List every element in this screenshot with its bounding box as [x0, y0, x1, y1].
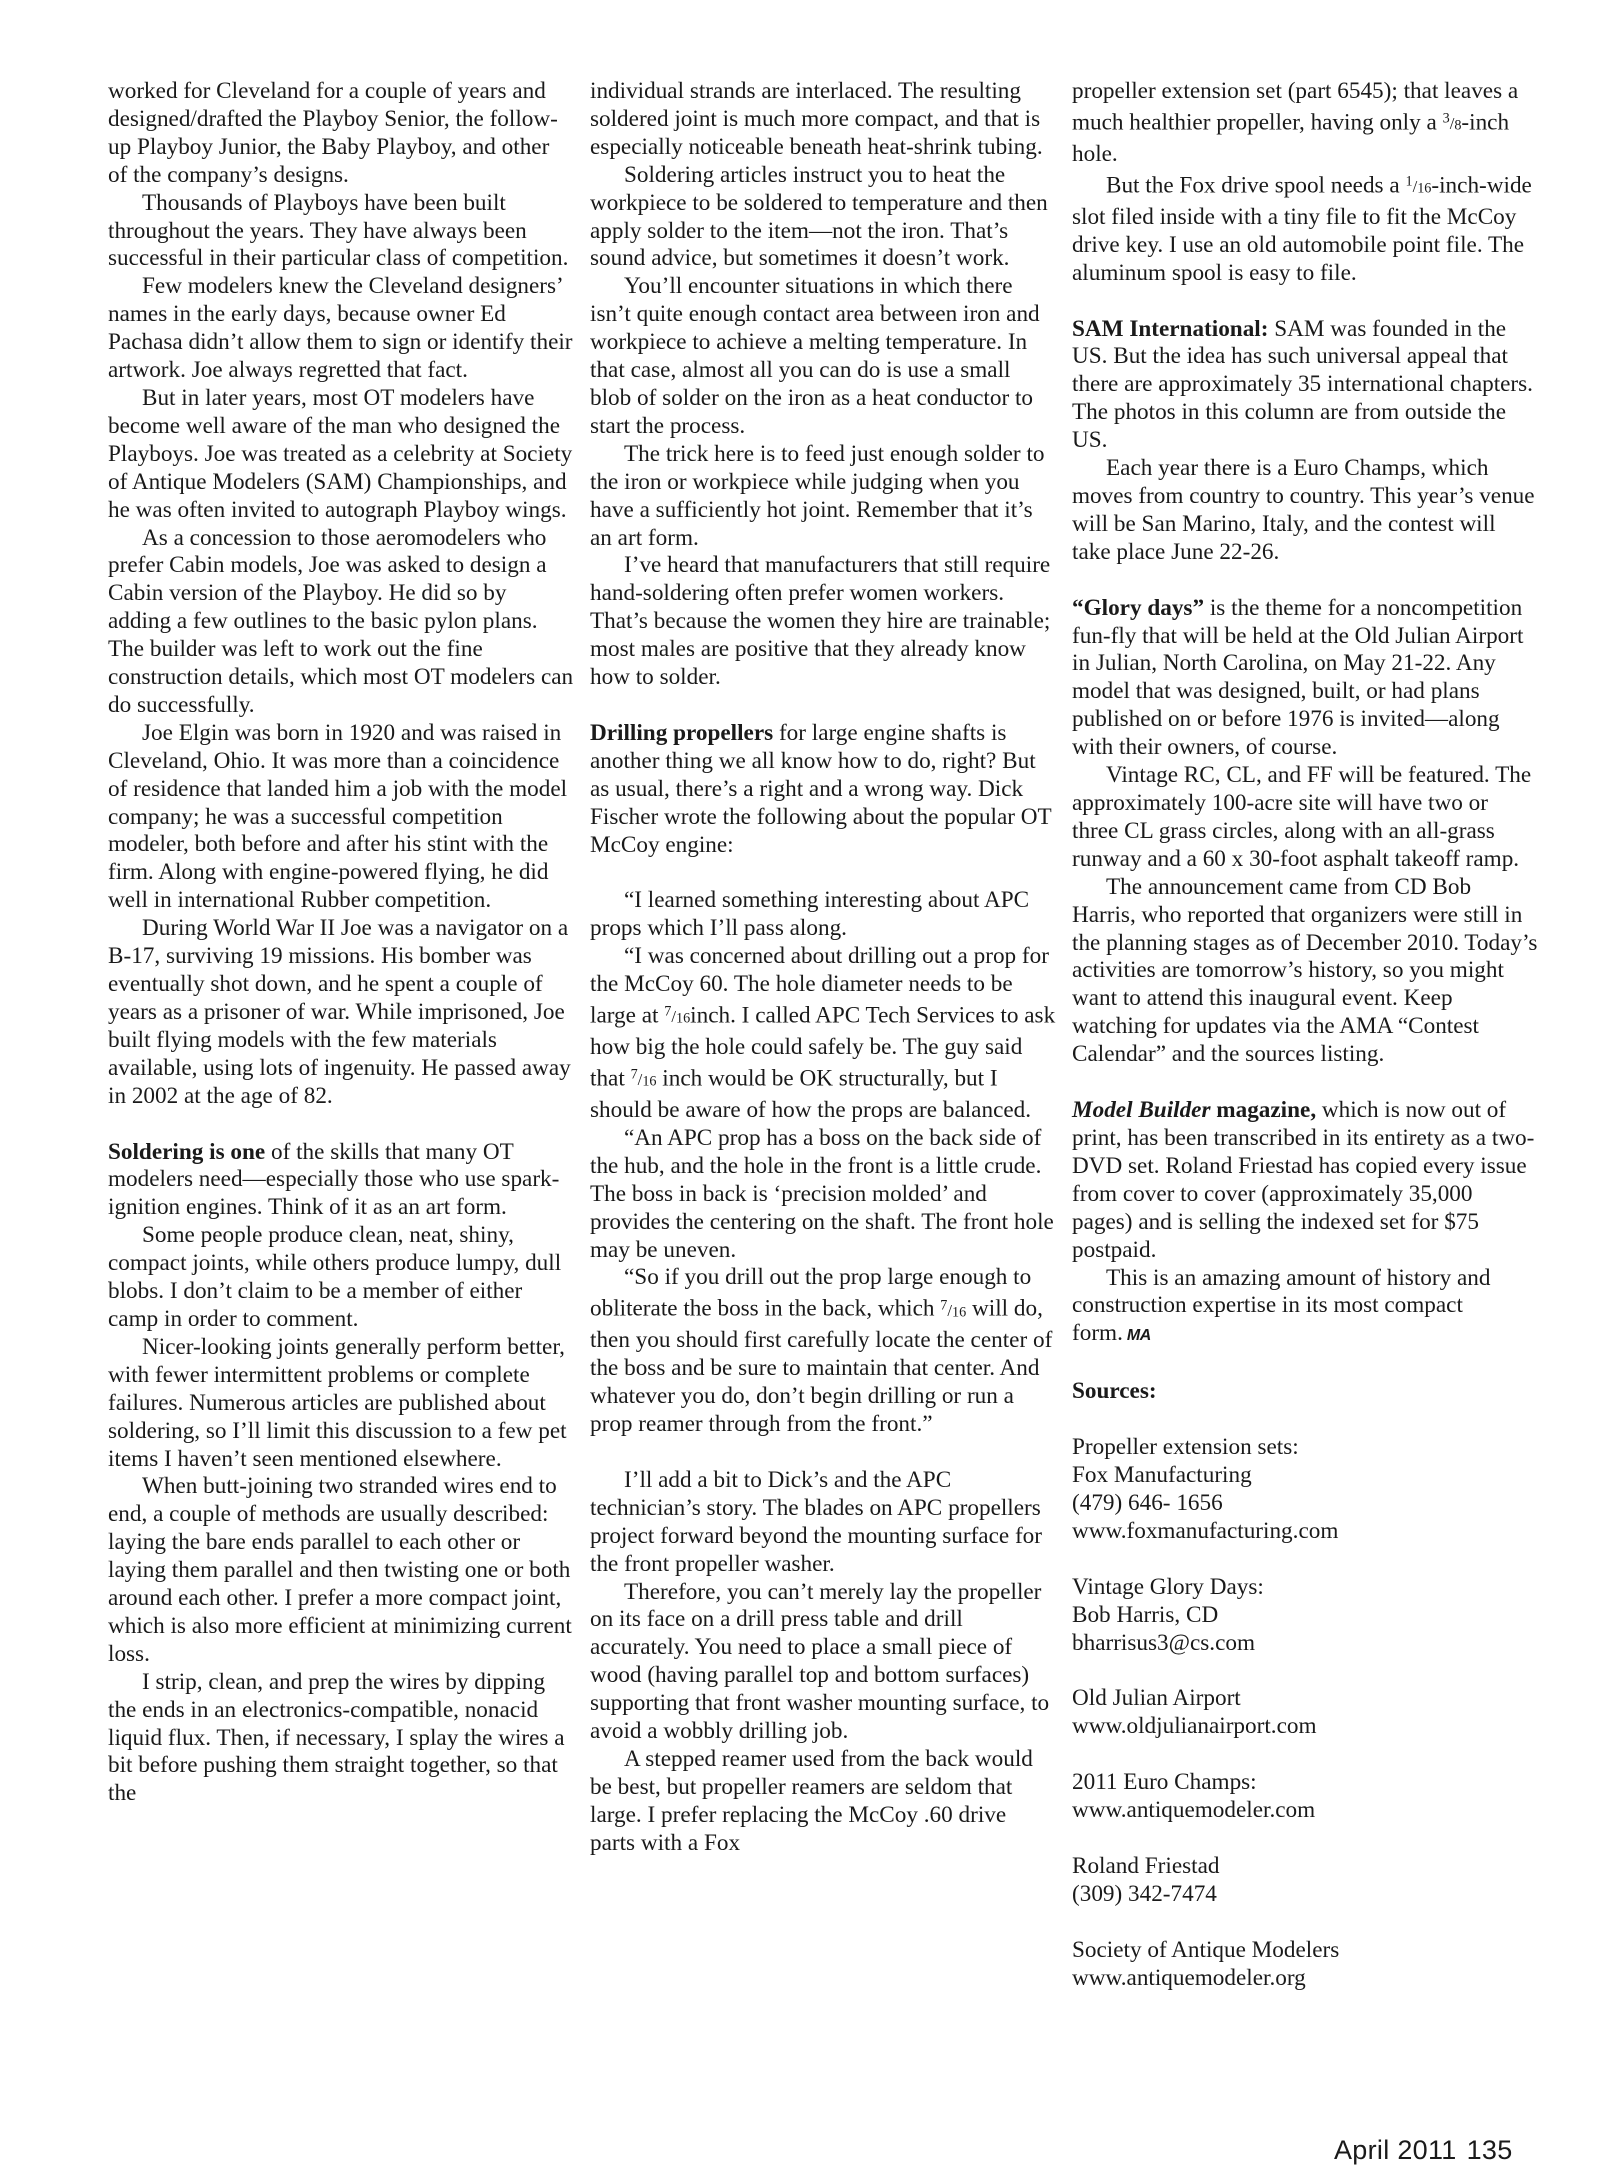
paragraph: Soldering articles instruct you to heat the workpiece to be soldered to temperature and then apply solder to the item—not the iron. That’s sound advice, but sometimes it doesn’t work.: [590, 161, 1048, 272]
source-line: Propeller extension sets:: [1072, 1434, 1299, 1461]
fraction: $^7/_{16}$: [664, 1004, 691, 1028]
paragraph: Therefore, you can’t merely lay the propeller on its face on a drill press table and drill accurately. You need to place a small piece of wood (having parallel top and bottom surfaces) supporting that front washer mounting surface, to avoid a wobbly drilling job.: [590, 1578, 1050, 1745]
paragraph: Each year there is a Euro Champs, which moves from country to country. This year’s venue will be San Marino, Italy, and the contest will take place June 22-26.: [1072, 455, 1535, 565]
sam-section-lead: [1072, 316, 1538, 456]
sources-heading: Sources:: [1072, 1378, 1157, 1405]
quote-paragraph: [590, 943, 1056, 1125]
paragraph-text: for large engine shafts is another thing we all know how to do, right? But as usual, there’s a right and a wrong way. Dick Fischer wrote the following about the popular OT McCoy engine:: [590, 719, 1052, 858]
section-gap: [1072, 1406, 1538, 1434]
paragraph: You’ll encounter situations in which there isn’t quite enough contact area between iron and workpiece to achieve a melting temperature. In that case, almost all you can do is use a small blob of solder on the iron as a heat conductor to start the process.: [590, 273, 1040, 439]
section-gap: [590, 859, 1056, 887]
paragraph: I’ll add a bit to Dick’s and the APC technician’s story. The blades on APC propellers project forward beyond the mounting surface for the front propeller washer.: [590, 1466, 1042, 1577]
paragraph-text: But the Fox drive spool needs a: [1106, 172, 1406, 199]
paragraph-text: “So if you drill out the prop large enough to obliterate the boss in the back, which: [590, 1264, 1032, 1322]
paragraph: [1072, 1265, 1538, 1351]
paragraph: Thousands of Playboys have been built throughout the years. They have always been successful in their particular class of competition.: [108, 189, 569, 272]
paragraph: Joe Elgin was born in 1920 and was raised in Cleveland, Ohio. It was more than a coincidence of residence that landed him a job with the model company; he was a successful competition modeler, both before and after his stint with the firm. Along with engine-powered flying, he did well in international Rubber competition.: [108, 719, 568, 914]
paragraph-text: which is now out of print, has been transcribed in its entirety as a two-DVD set. Roland Friestad has copied every issue from cover to cover (approximately 35,000 pages) and is selling the indexed set for $75 postpaid.: [1072, 1097, 1535, 1263]
paragraph: As a concession to those aeromodelers who prefer Cabin models, Joe was asked to design a Cabin version of the Playboy. He did so by adding a few outlines to the basic pylon plans. The builder was left to work out the fine construction details, which most OT modelers can do successfully.: [108, 524, 574, 718]
paragraph: The announcement came from CD Bob Harris, who reported that organizers were still in the planning stages as of December 2010. Today’s activities are tomorrow’s history, so you might want to attend this inaugural event. Keep watching for updates via the AMA “Contest Calendar” and the sources listing.: [1072, 873, 1538, 1068]
paragraph: I’ve heard that manufacturers that still require hand-soldering often prefer women workers. That’s because the women they hire are trainable; most males are positive that they already know how to solder.: [590, 552, 1051, 691]
paragraph-text: will do, then you should first carefully locate the center of the boss and be sure to maintain that center. And whatever you do, don’t begin drilling or run a prop reamer through from the front.”: [590, 1295, 1053, 1438]
paragraph: Nicer-looking joints generally perform better, with fewer intermittent problems or complete failures. Numerous articles are published about soldering, so I’ll limit this discussion to a few pet items I haven’t seen mentioned elsewhere.: [108, 1333, 567, 1472]
paragraph: Few modelers knew the Cleveland designers’ names in the early days, because owner Ed Pachasa didn’t allow them to sign or identify their artwork. Joe always regretted that fact.: [108, 273, 573, 384]
source-entry: [1072, 1937, 1538, 1993]
section-gap: [590, 692, 1056, 720]
quote-paragraph: “An APC prop has a boss on the back side of the hub, and the hole in the front is a little crude. The boss in back is ‘precision molded’ and provides the centering on the shaft. The front hole may be uneven.: [590, 1124, 1054, 1263]
run-in-heading: “Glory days”: [1072, 594, 1205, 621]
section-gap: [1072, 1741, 1538, 1769]
page-footer: [1334, 2135, 1534, 2166]
magazine-title: Model Builder: [1072, 1097, 1211, 1124]
quote-paragraph: [590, 1264, 1056, 1439]
source-entry: [1072, 1434, 1538, 1546]
paragraph: I strip, clean, and prep the wires by dipping the ends in an electronics-compatible, nonacid liquid flux. Then, if necessary, I splay the wires a bit before pushing them straight together, so that the: [108, 1668, 565, 1807]
section-gap: [1072, 1657, 1538, 1685]
paragraph-text: SAM was founded in the US. But the idea has such universal appeal that there are approximately 35 international chapters. The photos in this column are from outside the US.: [1072, 315, 1533, 454]
model-builder-section-lead: [1072, 1097, 1538, 1264]
paragraph: A stepped reamer used from the back would be best, but propeller reamers are seldom that large. I prefer replacing the McCoy .60 drive parts with a Fox: [590, 1745, 1033, 1856]
soldering-section-lead: [108, 1139, 574, 1223]
source-line[interactable]: bharrisus3@cs.com: [1072, 1629, 1255, 1656]
source-line: Fox Manufacturing: [1072, 1462, 1252, 1489]
paragraph-text: inch. I called APC Tech Services to ask how big the hole could safely be. The guy said that: [590, 1002, 1056, 1092]
paragraph: During World War II Joe was a navigator on a B-17, surviving 19 missions. His bomber was eventually shot down, and he spent a couple of years as a prisoner of war. While imprisoned, Joe built flying models with the few materials available, using lots of ingenuity. He passed away in 2002 at the age of 82.: [108, 915, 571, 1109]
source-line[interactable]: www.antiquemodeler.com: [1072, 1797, 1316, 1824]
paragraph-text: propeller extension set (part 6545); that leaves a much healthier propeller, having only a: [1072, 78, 1519, 136]
fraction: $^1/_{16}$: [1405, 173, 1432, 197]
end-mark-logo: MA: [1126, 1327, 1151, 1345]
paragraph-text: inch would be OK structurally, but I should be aware of how the props are balanced.: [590, 1065, 1032, 1123]
quote-paragraph: “I learned something interesting about APC props which I’ll pass along.: [590, 887, 1030, 942]
page-number: 135: [1466, 2135, 1513, 2165]
fraction-denominator: 16: [952, 1304, 967, 1321]
section-gap: [1072, 1546, 1538, 1574]
paragraph: Vintage RC, CL, and FF will be featured. The approximately 100-acre site will have two or three CL grass circles, along with an all-grass runway and a 60 x 30-foot asphalt takeoff ramp.: [1072, 762, 1532, 872]
paragraph-text: -inch hole.: [1072, 109, 1510, 167]
run-in-heading: Drilling propellers: [590, 719, 774, 746]
fraction-denominator: 16: [642, 1074, 657, 1091]
run-in-heading: magazine,: [1210, 1097, 1317, 1124]
paragraph: [1072, 78, 1538, 169]
section-gap: [590, 1439, 1056, 1467]
fraction-numerator: 7: [940, 1297, 948, 1314]
fraction: $^3/_8$: [1442, 110, 1462, 134]
source-entry: [1072, 1769, 1538, 1825]
paragraph-text: -inch-wide slot filed inside with a tiny file to fit the McCoy drive key. I use an old automobile point file. The aluminum spool is easy to file.: [1072, 172, 1532, 286]
paragraph: worked for Cleveland for a couple of years and designed/drafted the Playboy Senior, the follow-up Playboy Junior, the Baby Playboy, and other of the company’s designs.: [108, 78, 558, 188]
paragraph: When butt-joining two stranded wires end to end, a couple of methods are usually described: laying the bare ends parallel to each other or laying them parallel and then twisting one or both around each other. I prefer a more compact joint, which is also more efficient at minimizing current loss.: [108, 1473, 572, 1667]
column-2: [590, 78, 1056, 1858]
source-line: (479) 646- 1656: [1072, 1489, 1223, 1516]
glory-section-lead: [1072, 595, 1538, 762]
section-gap: [1072, 1069, 1538, 1097]
fraction: $^7/_{16}$: [940, 1297, 967, 1321]
paragraph: individual strands are interlaced. The resulting soldered joint is much more compact, and that is especially noticeable beneath heat-shrink tubing.: [590, 78, 1043, 160]
fraction-numerator: 1: [1405, 173, 1413, 190]
section-gap: [1072, 567, 1538, 595]
source-line: 2011 Euro Champs:: [1072, 1769, 1257, 1796]
column-1: [108, 78, 574, 1808]
source-line: Bob Harris, CD: [1072, 1601, 1219, 1628]
source-line: Old Julian Airport: [1072, 1685, 1241, 1712]
source-line: Vintage Glory Days:: [1072, 1573, 1264, 1600]
fraction-numerator: 7: [664, 1004, 672, 1021]
section-gap: [1072, 1909, 1538, 1937]
section-gap: [108, 1111, 574, 1139]
column-3: [1072, 78, 1538, 1993]
fraction-denominator: 16: [675, 1011, 691, 1028]
source-entry: [1072, 1853, 1538, 1909]
source-line[interactable]: www.oldjulianairport.com: [1072, 1713, 1317, 1740]
sources-list: [1072, 1406, 1538, 1993]
section-gap: [1072, 1825, 1538, 1853]
source-line[interactable]: www.antiquemodeler.org: [1072, 1964, 1306, 1991]
paragraph: But in later years, most OT modelers have become well aware of the man who designed the Playboys. Joe was treated as a celebrity at Society of Antique Modelers (SAM) Championships, and he was often invited to autograph Playboy wings.: [108, 384, 573, 523]
source-entry: [1072, 1685, 1538, 1741]
paragraph-text: is the theme for a noncompetition fun-fly that will be held at the Old Julian Airport in Julian, North Carolina, on May 21-22. Any model that was designed, built, or had plans published on or before 1976 is invited—along with their owners, of course.: [1072, 594, 1524, 761]
fraction: $^7/_{16}$: [630, 1066, 657, 1091]
fraction-denominator: 8: [1454, 117, 1462, 134]
source-line: (309) 342-7474: [1072, 1881, 1217, 1907]
paragraph-text: of the skills that many OT modelers need—especially those who use spark-ignition engines. Think of it as an art form.: [108, 1138, 560, 1221]
drilling-section-lead: [590, 720, 1056, 860]
paragraph: Some people produce clean, neat, shiny, compact joints, while others produce lumpy, dull blobs. I don’t claim to be a member of either camp in order to comment.: [108, 1222, 562, 1332]
section-gap: [1072, 1350, 1538, 1378]
paragraph: The trick here is to feed just enough solder to the iron or workpiece while judging when you have a sufficiently hot joint. Remember that it’s an art form.: [590, 440, 1045, 551]
source-line[interactable]: www.foxmanufacturing.com: [1072, 1517, 1339, 1544]
paragraph-text: “I was concerned about drilling out a prop for the McCoy 60. The hole diameter needs to be large at: [590, 943, 1049, 1029]
paragraph: [1072, 169, 1538, 288]
run-in-heading: Soldering is one: [108, 1138, 266, 1165]
section-gap: [1072, 288, 1538, 316]
fraction-numerator: 3: [1442, 110, 1450, 127]
paragraph-text: This is an amazing amount of history and construction expertise in its most compact form.: [1072, 1264, 1491, 1347]
source-entry: [1072, 1574, 1538, 1658]
source-line: Society of Antique Modelers: [1072, 1936, 1340, 1963]
fraction-numerator: 7: [630, 1066, 638, 1083]
issue-date: April 2011: [1334, 2135, 1457, 2165]
run-in-heading: SAM International:: [1072, 315, 1269, 342]
source-line: Roland Friestad: [1072, 1853, 1220, 1880]
fraction-denominator: 16: [1417, 180, 1432, 197]
